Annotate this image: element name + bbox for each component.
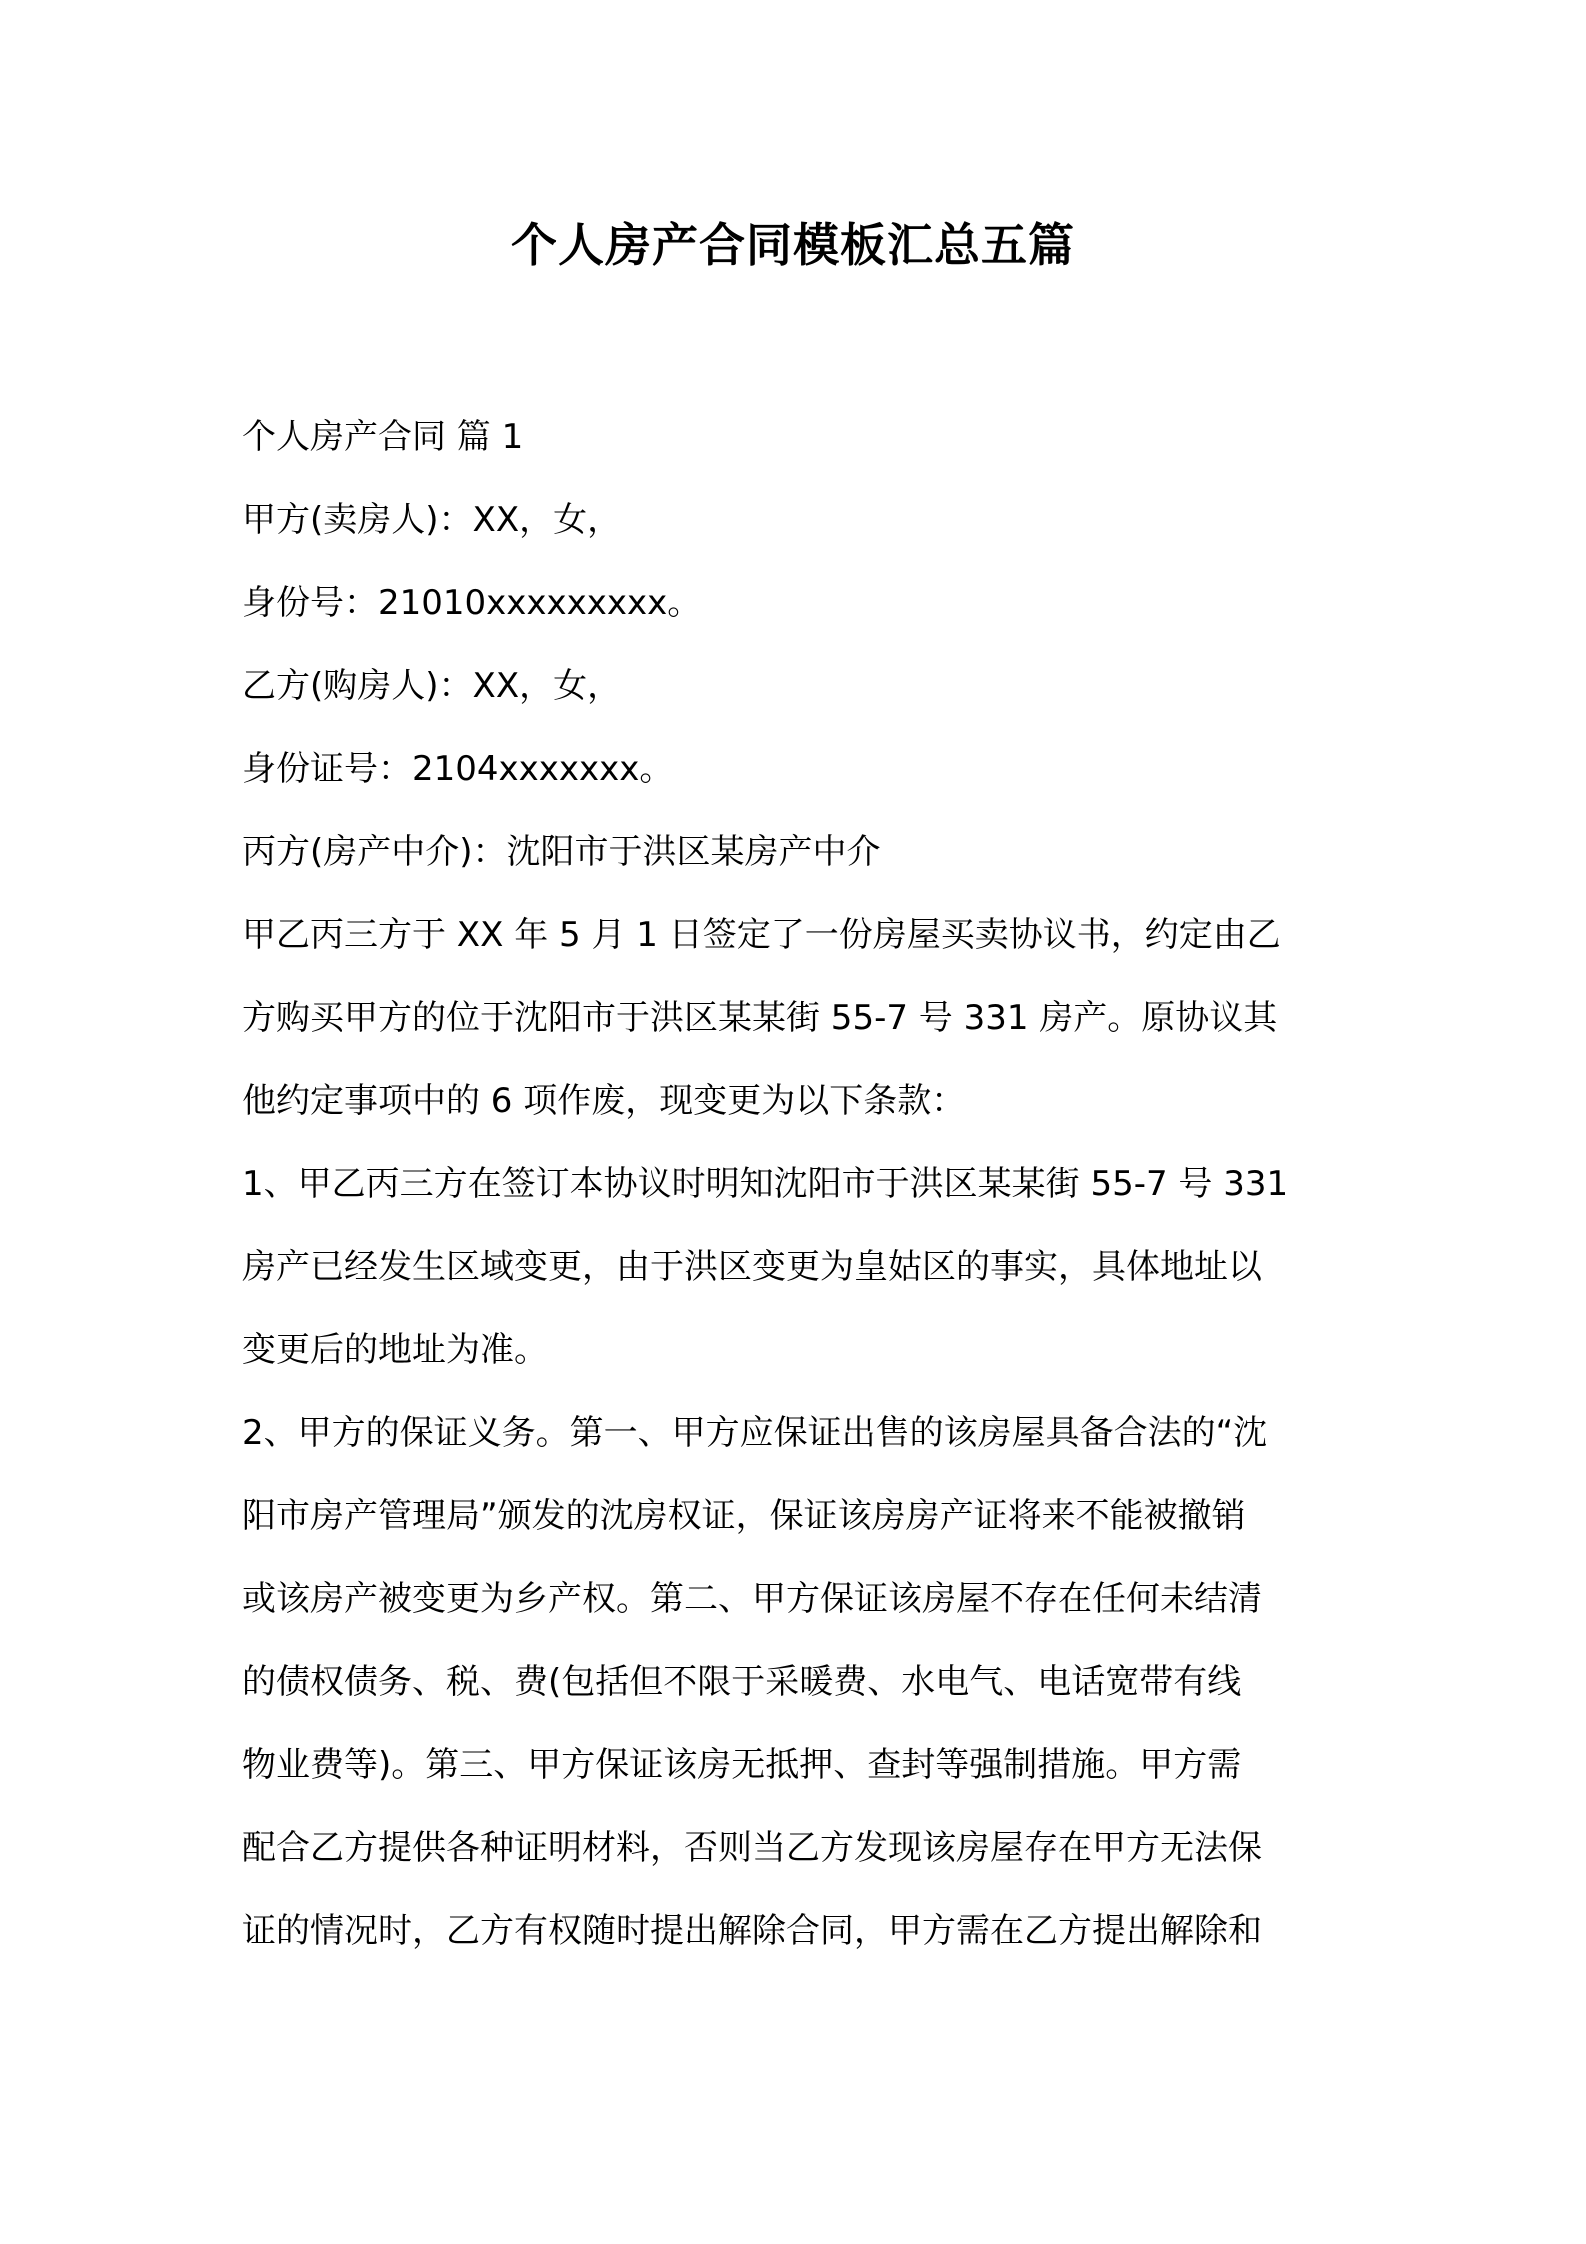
paragraph-line: 甲乙丙三方于 XX 年 5 月 1 日签定了一份房屋买卖协议书，约定由乙	[242, 915, 1281, 955]
paragraph-line: 方购买甲方的位于沈阳市于洪区某某街 55-7 号 331 房产。原协议其	[242, 998, 1278, 1038]
section-heading: 个人房产合同 篇 1	[242, 417, 524, 457]
document-title: 个人房产合同模板汇总五篇	[511, 218, 1075, 272]
clause-2-line: 或该房产被变更为乡产权。第二、甲方保证该房屋不存在任何未结清	[242, 1579, 1262, 1619]
clause-2-line: 阳市房产管理局”颁发的沈房权证，保证该房房产证将来不能被撤销	[242, 1496, 1246, 1536]
seller-id-line: 身份号：21010xxxxxxxxx。	[242, 583, 702, 623]
document-body	[242, 396, 1352, 1973]
clause-2-line: 证的情况时，乙方有权随时提出解除合同，甲方需在乙方提出解除和	[242, 1911, 1262, 1951]
clause-1-line: 房产已经发生区域变更，由于洪区变更为皇姑区的事实，具体地址以	[242, 1247, 1262, 1287]
clause-2-line: 2、甲方的保证义务。第一、甲方应保证出售的该房屋具备合法的“沈	[242, 1413, 1268, 1453]
buyer-line: 乙方(购房人)：XX，女，	[242, 666, 622, 706]
clause-1-line: 1、甲乙丙三方在签订本协议时明知沈阳市于洪区某某街 55-7 号 331	[242, 1164, 1289, 1204]
agent-line: 丙方(房产中介)：沈阳市于洪区某房产中介	[242, 832, 881, 872]
clause-2-line: 的债权债务、税、费(包括但不限于采暖费、水电气、电话宽带有线	[242, 1662, 1242, 1702]
clause-2-line: 物业费等)。第三、甲方保证该房无抵押、查封等强制措施。甲方需	[242, 1745, 1242, 1785]
clause-1-line: 变更后的地址为准。	[242, 1330, 548, 1370]
buyer-id-line: 身份证号：2104xxxxxxx。	[242, 749, 674, 789]
seller-line: 甲方(卖房人)：XX，女，	[242, 500, 622, 540]
paragraph-line: 他约定事项中的 6 项作废，现变更为以下条款：	[242, 1081, 966, 1121]
clause-2-line: 配合乙方提供各种证明材料，否则当乙方发现该房屋存在甲方无法保	[242, 1828, 1262, 1868]
